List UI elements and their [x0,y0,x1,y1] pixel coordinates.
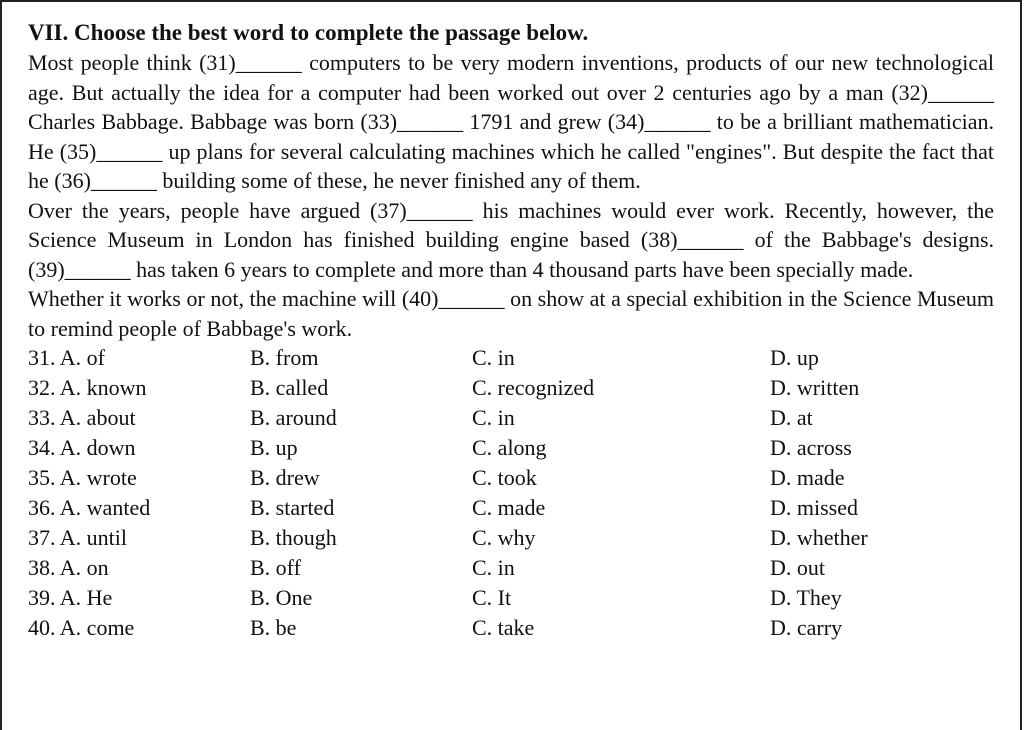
option-a: 35. A. wrote [28,465,137,490]
option-d: D. made [770,465,845,490]
option-c: C. take [472,615,535,640]
option-b: B. off [250,555,301,580]
option-c: C. took [472,465,537,490]
option-b: B. called [250,375,329,400]
question-row [28,613,994,643]
option-a: 31. A. of [28,345,105,370]
option-d: D. missed [770,495,858,520]
option-a: 36. A. wanted [28,495,151,520]
option-c: C. in [472,555,515,580]
option-b: B. drew [250,465,320,490]
option-b: B. from [250,345,319,370]
option-c: C. in [472,405,515,430]
exercise-heading: VII. Choose the best word to complete the passage below. [28,20,589,45]
question-row [28,523,994,553]
option-b: B. around [250,405,337,430]
question-row [28,493,994,523]
option-d: D. whether [770,525,868,550]
option-d: D. at [770,405,813,430]
exercise-section [28,18,994,643]
option-c: C. why [472,525,536,550]
question-row [28,433,994,463]
option-b: B. up [250,435,298,460]
option-a: 39. A. He [28,585,113,610]
option-c: C. made [472,495,546,520]
option-d: D. They [770,585,842,610]
option-a: 32. A. known [28,375,147,400]
option-d: D. across [770,435,852,460]
question-row [28,583,994,613]
question-row [28,373,994,403]
option-b: B. started [250,495,335,520]
passage-paragraph-1: Most people think (31)______ computers to be very modern inventions, products of our new technological age. But actually the idea for a computer had been worked out over 2 centuries ago by a man (32)______ Charles Babbage. Babbage was born (33)______ 1791 and grew (34)______ to be a brilliant mathematician. He (35)______ up plans for several calculating machines which he called "engines". But despite the fact that he (36)______ building some of these, he never finished any of them. [28,50,994,193]
option-d: D. written [770,375,860,400]
option-a: 40. A. come [28,615,135,640]
option-a: 38. A. on [28,555,109,580]
passage-paragraph-2: Over the years, people have argued (37)______ his machines would ever work. Recently, however, the Science Museum in London has finished building engine based (38)______ of the Babbage's designs. (39)______ has taken 6 years to complete and more than 4 thousand parts have been specially made. [28,197,994,282]
option-c: C. in [472,345,515,370]
option-c: C. along [472,435,547,460]
option-a: 37. A. until [28,525,128,550]
question-row [28,343,994,373]
question-row [28,463,994,493]
option-d: D. carry [770,615,843,640]
option-a: 34. A. down [28,435,136,460]
option-b: B. though [250,525,337,550]
question-row [28,403,994,433]
option-c: C. It [472,585,512,610]
option-c: C. recognized [472,375,595,400]
question-row [28,553,994,583]
option-b: B. One [250,585,313,610]
option-d: D. up [770,345,819,370]
option-b: B. be [250,615,297,640]
option-d: D. out [770,555,825,580]
option-a: 33. A. about [28,405,136,430]
answer-options [28,343,994,643]
passage-paragraph-3: Whether it works or not, the machine will (40)______ on show at a special exhibition in the Science Museum to remind people of Babbage's work. [28,286,994,341]
